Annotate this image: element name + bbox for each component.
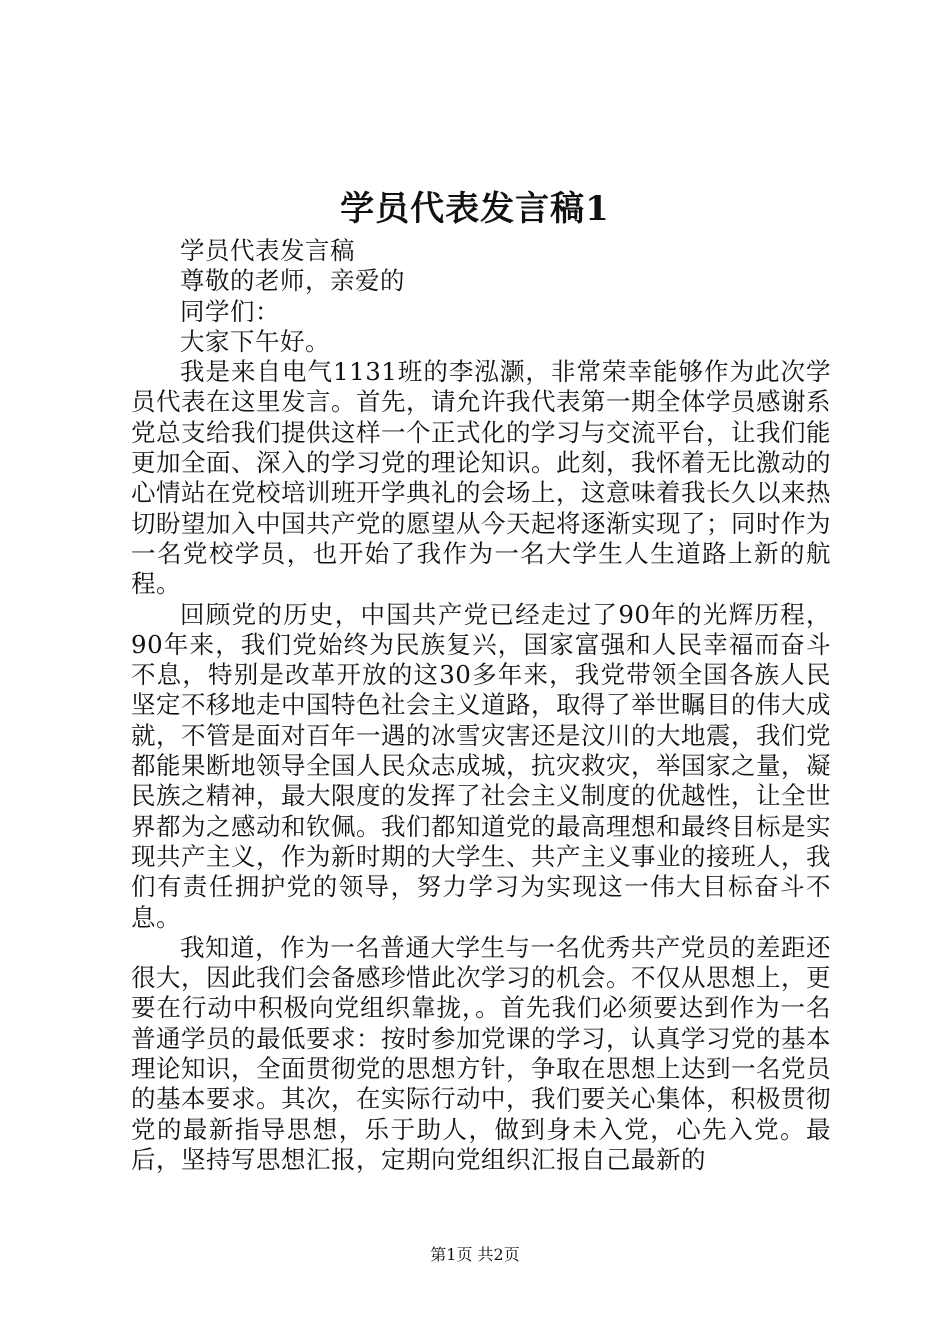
document-body [131,236,831,1175]
page-number-footer: 第1页 共2页 [430,1245,520,1264]
paragraph-salutation: 尊敬的老师，亲爱的 [180,266,405,296]
paragraph-party-history: 回顾党的历史，中国共产党已经走过了90年的光辉历程，90年来，我们党始终为民族复兴，国家富强和人民幸福而奋斗不息，特别是改革开放的这30多年来，我党带领全国各族人民坚定不移地走中国特色社会主义道路，取得了举世瞩目的伟大成就，不管是面对百年一遇的冰雪灾害还是汶川的大地震，我们党都能果断地领导全国人民众志成城，抗灾救灾，举国家之量，凝民族之精神，最大限度的发挥了社会主义制度的优越性，让全世界都为之感动和钦佩。我们都知道党的最高理想和最终目标是实现共产主义，作为新时期的大学生、共产主义事业的接班人，我们有责任拥护党的领导，努力学习为实现这一伟大目标奋斗不息。 [131,599,831,932]
paragraph-greeting: 大家下午好。 [180,326,330,356]
document-title: 学员代表发言稿1 [340,189,610,229]
paragraph-salutation-continued: 同学们： [180,296,280,326]
paragraph-introduction: 我是来自电气1131班的李泓灏，非常荣幸能够作为此次学员代表在这里发言。首先，请允许我代表第一期全体学员感谢系党总支给我们提供这样一个正式化的学习与交流平台，让我们能更加全面、深入的学习党的理论知识。此刻，我怀着无比激动的心情站在党校培训班开学典礼的会场上，这意味着我长久以来热切盼望加入中国共产党的愿望从今天起将逐渐实现了；同时作为一名党校学员，也开始了我作为一名大学生人生道路上新的航程。 [131,357,831,599]
paragraph-commitment: 我知道，作为一名普通大学生与一名优秀共产党员的差距还很大，因此我们会备感珍惜此次学习的机会。不仅从思想上，更要在行动中积极向党组织靠拢，。首先我们必须要达到作为一名普通学员的最低要求：按时参加党课的学习，认真学习党的基本理论知识，全面贯彻党的思想方针，争取在思想上达到一名党员的基本要求。其次，在实际行动中，我们要关心集体，积极贯彻党的最新指导思想，乐于助人，做到身未入党，心先入党。最后，坚持写思想汇报，定期向党组织汇报自己最新的 [131,932,831,1174]
paragraph-heading: 学员代表发言稿 [180,236,355,265]
